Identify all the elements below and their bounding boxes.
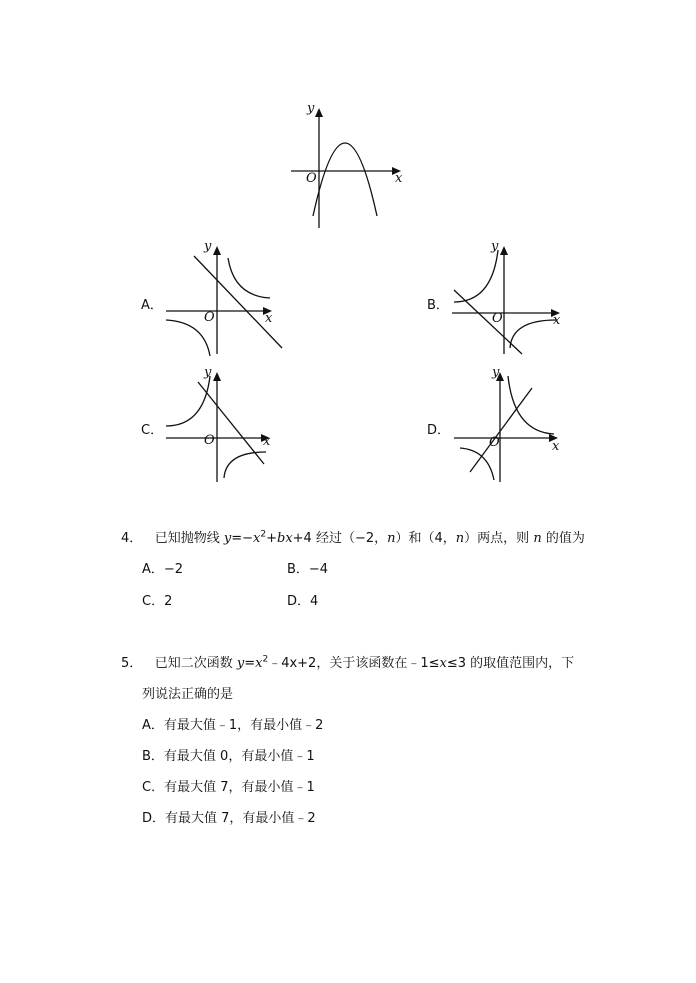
option-d-origin-label: O [489, 435, 500, 450]
q5-stem [121, 656, 574, 672]
option-c-origin-label: O [204, 433, 215, 448]
parabola-graph [285, 100, 410, 232]
q5-func-x: x [255, 656, 263, 671]
figure-option-d-label: D． [427, 423, 451, 438]
q4-option-d: D．4 [287, 594, 319, 609]
hyperbola-branch-lower [510, 320, 556, 348]
hyperbola-branch-upper [228, 258, 270, 298]
q4-stem [121, 531, 585, 547]
q4-stem-mid1: 经过（−2， [315, 531, 388, 546]
option-d-x-label: x [552, 439, 560, 454]
q4-func-tail: +4 [292, 531, 312, 546]
q5-stem-line2: 列说法正确的是 [142, 687, 234, 702]
option-b-x-label: x [553, 313, 561, 328]
q4-stem-mid3: ）两点，则 [464, 531, 530, 546]
q4-func-x: x [253, 531, 261, 546]
option-b-graph [448, 238, 573, 356]
hyperbola-branch-lower [224, 452, 266, 478]
linear-graph-line [194, 256, 282, 348]
q4-func-x2: x [285, 531, 293, 546]
q4-option-b: B．−4 [287, 562, 329, 577]
hyperbola-branch-lower [460, 448, 494, 480]
q4-number: 4． [121, 531, 143, 546]
q4-func-eq1: =− [231, 531, 253, 546]
q5-func-sq: 2 [262, 654, 269, 665]
q4-option-a: A．−2 [142, 562, 184, 577]
y-axis-arrow [500, 246, 508, 255]
option-a-graph [160, 238, 285, 356]
q5-stem-pre: 已知二次函数 [154, 656, 233, 671]
linear-graph-line [454, 290, 522, 354]
option-a-origin-label: O [204, 310, 215, 325]
hyperbola-branch-upper [508, 376, 554, 434]
q4-var-n1: n [387, 531, 396, 546]
figure-option-b-label: B． [427, 298, 449, 313]
figure-option-a-label: A． [141, 298, 163, 313]
option-a-x-label: x [265, 311, 273, 326]
option-d-graph [448, 364, 573, 486]
option-c-graph [160, 364, 285, 486]
q4-func-y: y [223, 531, 232, 546]
option-b-y-label: y [491, 239, 499, 254]
y-axis-arrow [315, 108, 323, 117]
q5-number: 5． [121, 656, 143, 671]
q5-func-tail: ﹣4x+2，关于该函数在﹣1≤ [268, 656, 440, 671]
option-b-origin-label: O [492, 311, 503, 326]
q4-func-b: b [276, 531, 286, 546]
q4-func-sq: 2 [260, 529, 267, 540]
q4-option-c: C．2 [142, 594, 173, 609]
hyperbola-branch-lower [166, 320, 210, 356]
option-a-y-label: y [204, 239, 212, 254]
linear-graph-line [470, 388, 532, 472]
q4-stem-post: 的值为 [545, 531, 585, 546]
q5-range-x: x [439, 656, 447, 671]
q5-option-a: A．有最大值﹣1，有最小值﹣2 [142, 718, 324, 733]
q4-func-plus: + [266, 531, 277, 546]
y-axis-arrow [213, 372, 221, 381]
q5-func-eq: = [244, 656, 256, 671]
parabola-origin-label: O [306, 171, 317, 186]
parabola-curve [313, 143, 377, 216]
q5-option-b: B．有最大值 0，有最小值﹣1 [142, 749, 315, 764]
q4-var-n3: n [533, 531, 542, 546]
y-axis-arrow [213, 246, 221, 255]
linear-graph-line [198, 382, 264, 464]
q5-option-d: D．有最大值 7，有最小值﹣2 [142, 811, 316, 826]
hyperbola-branch-upper [166, 376, 210, 426]
q4-stem-mid2: ）和（4， [395, 531, 456, 546]
parabola-y-label: y [307, 101, 315, 116]
option-c-y-label: y [204, 365, 212, 380]
option-d-y-label: y [492, 365, 500, 380]
q5-stem-post: ≤3 的取值范围内，下 [446, 656, 575, 671]
q4-stem-pre: 已知抛物线 [154, 531, 220, 546]
parabola-x-label: x [395, 171, 403, 186]
hyperbola-branch-upper [454, 250, 498, 302]
figure-option-c-label: C． [141, 423, 164, 438]
option-c-x-label: x [263, 434, 271, 449]
q5-func-y: y [236, 656, 245, 671]
q5-option-c: C．有最大值 7，有最小值﹣1 [142, 780, 315, 795]
q4-var-n2: n [455, 531, 465, 546]
